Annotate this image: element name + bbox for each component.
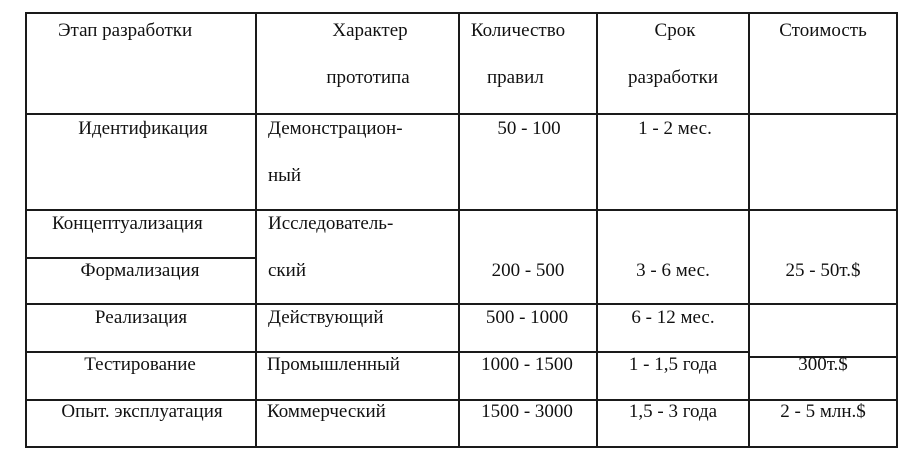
header-rules-line1: Количество bbox=[470, 20, 566, 41]
cell-stage: Тестирование bbox=[84, 354, 196, 375]
cell-stage: Формализация bbox=[80, 260, 200, 281]
header-rules-line2: правил bbox=[487, 67, 544, 88]
development-stages-table bbox=[25, 12, 898, 448]
column-divider bbox=[748, 12, 750, 448]
header-term-line2: разработки bbox=[628, 67, 718, 88]
cell-rules: 1000 - 1500 bbox=[481, 354, 573, 375]
cell-prototype: Коммерческий bbox=[267, 401, 386, 422]
cell-stage: Опыт. эксплуатация bbox=[61, 401, 223, 422]
cell-prototype: Действующий bbox=[268, 307, 384, 328]
cell-term: 6 - 12 мес. bbox=[631, 307, 715, 328]
header-term-line1: Срок bbox=[654, 20, 696, 41]
row-divider bbox=[25, 351, 748, 353]
column-divider bbox=[596, 12, 598, 448]
cell-term: 1,5 - 3 года bbox=[628, 401, 718, 422]
cell-prototype-line1: Исследователь- bbox=[268, 213, 394, 234]
cell-prototype-line1: Демонстрацион- bbox=[268, 118, 403, 139]
header-prototype-line1: Характер bbox=[332, 20, 408, 41]
cell-rules: 50 - 100 bbox=[497, 118, 561, 139]
header-stage: Этап разработки bbox=[58, 20, 193, 41]
cell-term: 1 - 1,5 года bbox=[628, 354, 718, 375]
cell-cost: 25 - 50т.$ bbox=[785, 260, 861, 281]
header-prototype-line2: прототипа bbox=[326, 67, 410, 88]
row-divider bbox=[25, 113, 898, 115]
cell-term: 1 - 2 мес. bbox=[638, 118, 712, 139]
row-divider bbox=[25, 303, 898, 305]
cell-stage: Реализация bbox=[94, 307, 188, 328]
cell-prototype: Промышленный bbox=[267, 354, 400, 375]
cell-cost: 300т.$ bbox=[798, 354, 848, 375]
column-divider bbox=[458, 12, 460, 448]
cell-stage: Концептуализация bbox=[52, 213, 203, 234]
cell-prototype-line2: ный bbox=[268, 165, 302, 186]
row-divider bbox=[25, 257, 255, 259]
cell-term: 3 - 6 мес. bbox=[636, 260, 710, 281]
cell-rules: 200 - 500 bbox=[491, 260, 565, 281]
cell-cost: 2 - 5 млн.$ bbox=[780, 401, 866, 422]
cell-prototype-line2: ский bbox=[268, 260, 306, 281]
row-divider bbox=[25, 209, 898, 211]
column-divider bbox=[255, 12, 257, 448]
header-cost: Стоимость bbox=[779, 20, 867, 41]
cell-rules: 1500 - 3000 bbox=[481, 401, 573, 422]
cell-rules: 500 - 1000 bbox=[485, 307, 569, 328]
cell-stage: Идентификация bbox=[78, 118, 208, 139]
